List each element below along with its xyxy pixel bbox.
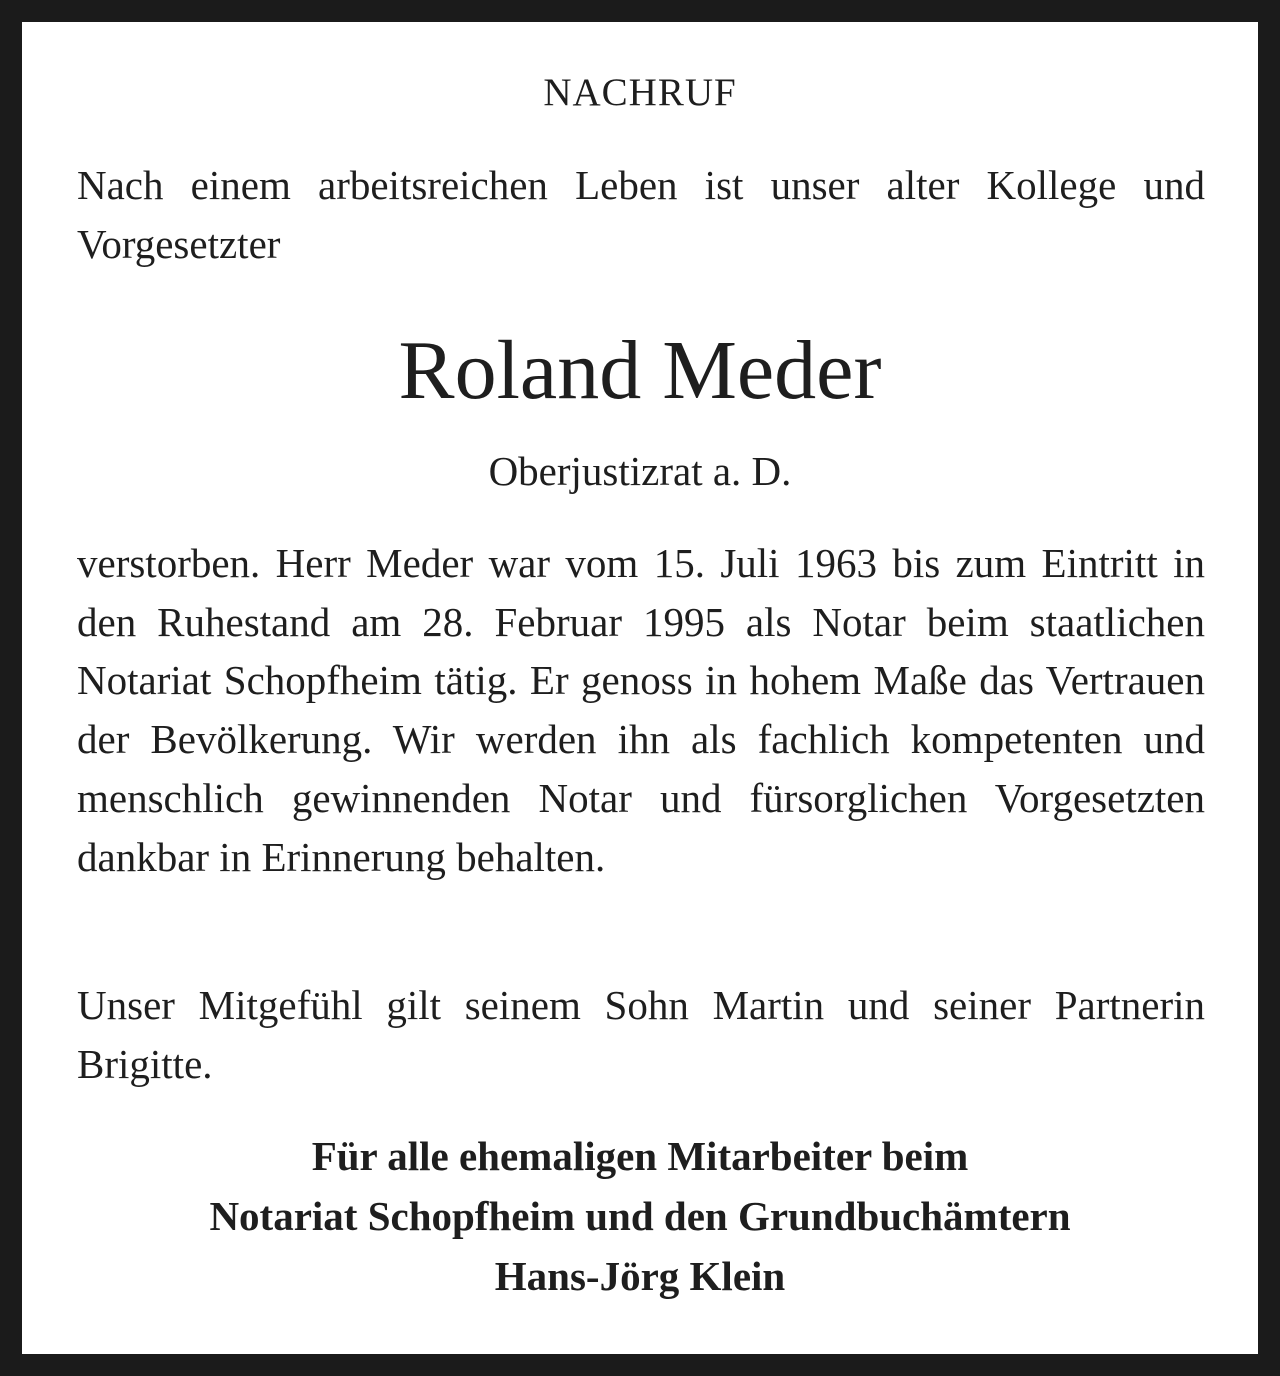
signer-name: Hans-Jörg Klein	[494, 1253, 786, 1299]
deceased-name: Roland Meder	[398, 324, 882, 417]
notice-heading: NACHRUF	[543, 71, 737, 114]
signature-line-2: Notariat Schopfheim und den Grundbuchämtern	[209, 1193, 1071, 1239]
signature-block	[0, 1126, 1280, 1306]
obituary-body: verstorben. Herr Meder war vom 15. Juli 1963 bis zum Eintritt in den Ruhestand am 28. Februar 1995 als Notar beim staatlichen Notariat Schopfheim tätig. Er genoss in hohem Maße das Vertrauen der Bevölkerung. Wir werden ihn als fachlich kompetenten und menschlich gewinnenden Notar und fürsorglichen Vorgesetzten dankbar in Erinnerung behalten.	[77, 540, 1205, 880]
intro-text: Nach einem arbeitsreichen Leben ist unser alter Kollege und Vorgesetzter	[77, 162, 1205, 267]
condolence-text: Unser Mitgefühl gilt seinem Sohn Martin und seiner Partnerin Brigitte.	[77, 982, 1205, 1087]
deceased-title: Oberjustizrat a. D.	[488, 448, 792, 494]
signature-line-1: Für alle ehemaligen Mitarbeiter beim	[311, 1133, 969, 1179]
